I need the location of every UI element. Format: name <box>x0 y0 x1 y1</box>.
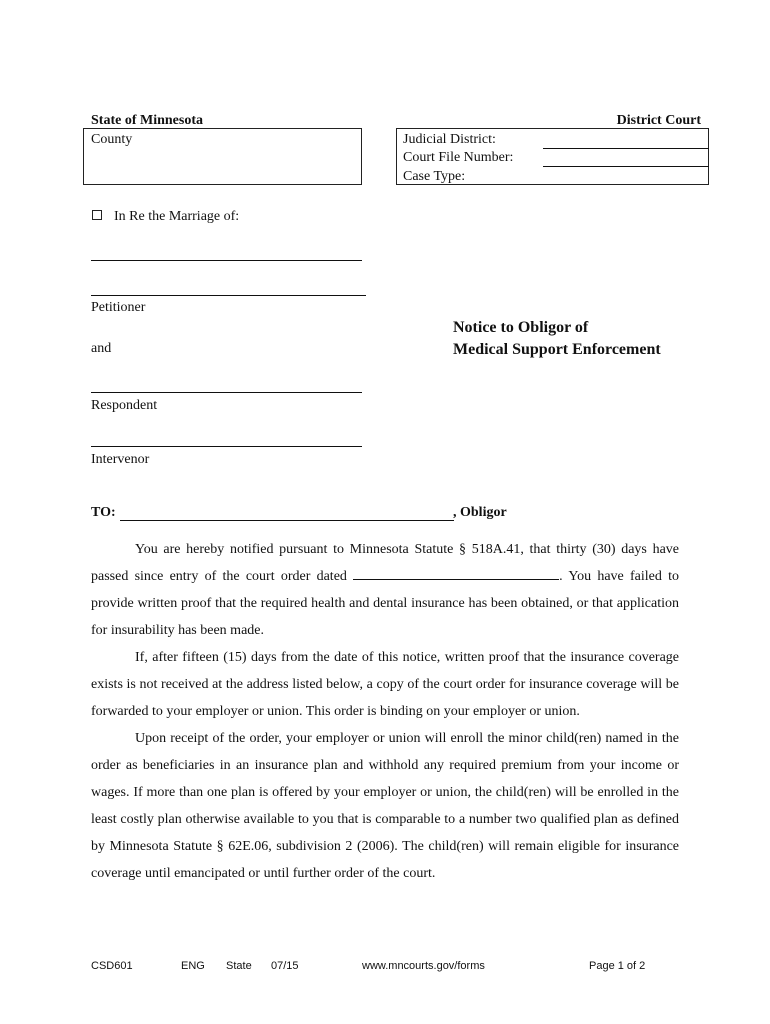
intervenor-name-line[interactable] <box>91 446 362 447</box>
county-box <box>83 128 362 185</box>
case-type-label: Case Type: <box>403 169 466 184</box>
and-label: and <box>91 341 112 356</box>
party-name-line-2[interactable] <box>91 295 366 296</box>
intervenor-label: Intervenor <box>91 452 150 467</box>
judicial-district-label: Judicial District: <box>403 132 496 147</box>
order-date-field[interactable] <box>353 565 559 580</box>
paragraph-1-end: . You have failed to provide written proof that the required health and dental insurance has been obtained, or that application for insurability has been made. <box>91 569 680 638</box>
marriage-checkbox[interactable] <box>92 210 102 220</box>
respondent-label: Respondent <box>91 398 158 413</box>
court-file-number-field[interactable] <box>543 166 709 167</box>
title-line-2: Medical Support Enforcement <box>453 341 661 358</box>
obligor-label: , Obligor <box>453 505 507 520</box>
footer-form-code: CSD601 <box>91 960 133 972</box>
footer-language: ENG <box>181 960 205 972</box>
footer-jurisdiction: State <box>226 960 252 972</box>
respondent-name-line[interactable] <box>91 392 362 393</box>
party-name-line-1[interactable] <box>91 260 362 261</box>
case-info-box <box>396 128 709 185</box>
footer-url[interactable]: www.mncourts.gov/forms <box>362 960 485 972</box>
footer-revision: 07/15 <box>271 960 299 972</box>
title-line-1: Notice to Obligor of <box>453 319 589 336</box>
footer-page-number: Page 1 of 2 <box>589 960 646 972</box>
court-file-number-label: Court File Number: <box>403 150 514 165</box>
petitioner-label: Petitioner <box>91 300 146 315</box>
notice-body <box>91 536 679 887</box>
in-re-label: In Re the Marriage of: <box>114 209 240 224</box>
to-label: TO: <box>91 505 116 520</box>
paragraph-1 <box>91 536 679 644</box>
county-label: County <box>91 132 133 147</box>
paragraph-3: Upon receipt of the order, your employer or union will enroll the minor child(ren) named in the order as beneficiaries in an insurance plan and withhold any required premium from your income or wages. If more than one plan is offered by your employer or union, the child(ren) will be enrolled in the least costly plan otherwise available to you that is comparable to a number two qualified plan as defined by Minnesota Statute § 62E.06, subdivision 2 (2006). The child(ren) will remain eligible for insurance coverage until emancipated or until further order of the court. <box>91 731 679 881</box>
paragraph-1-start: You are hereby notified pursuant to Minnesota Statute § 518A.41, that thirty (30) days have passed since entry of the court order dated <box>91 542 679 584</box>
paragraph-2: If, after fifteen (15) days from the date of this notice, written proof that the insurance coverage exists is not received at the address listed below, a copy of the court order for insurance coverage will be forwarded to your employer or union. This order is binding on your employer or union. <box>91 650 679 719</box>
state-label: State of Minnesota <box>91 113 203 128</box>
obligor-name-field[interactable] <box>120 520 454 521</box>
document-title <box>453 317 661 361</box>
judicial-district-field[interactable] <box>543 148 709 149</box>
court-label: District Court <box>616 113 701 128</box>
